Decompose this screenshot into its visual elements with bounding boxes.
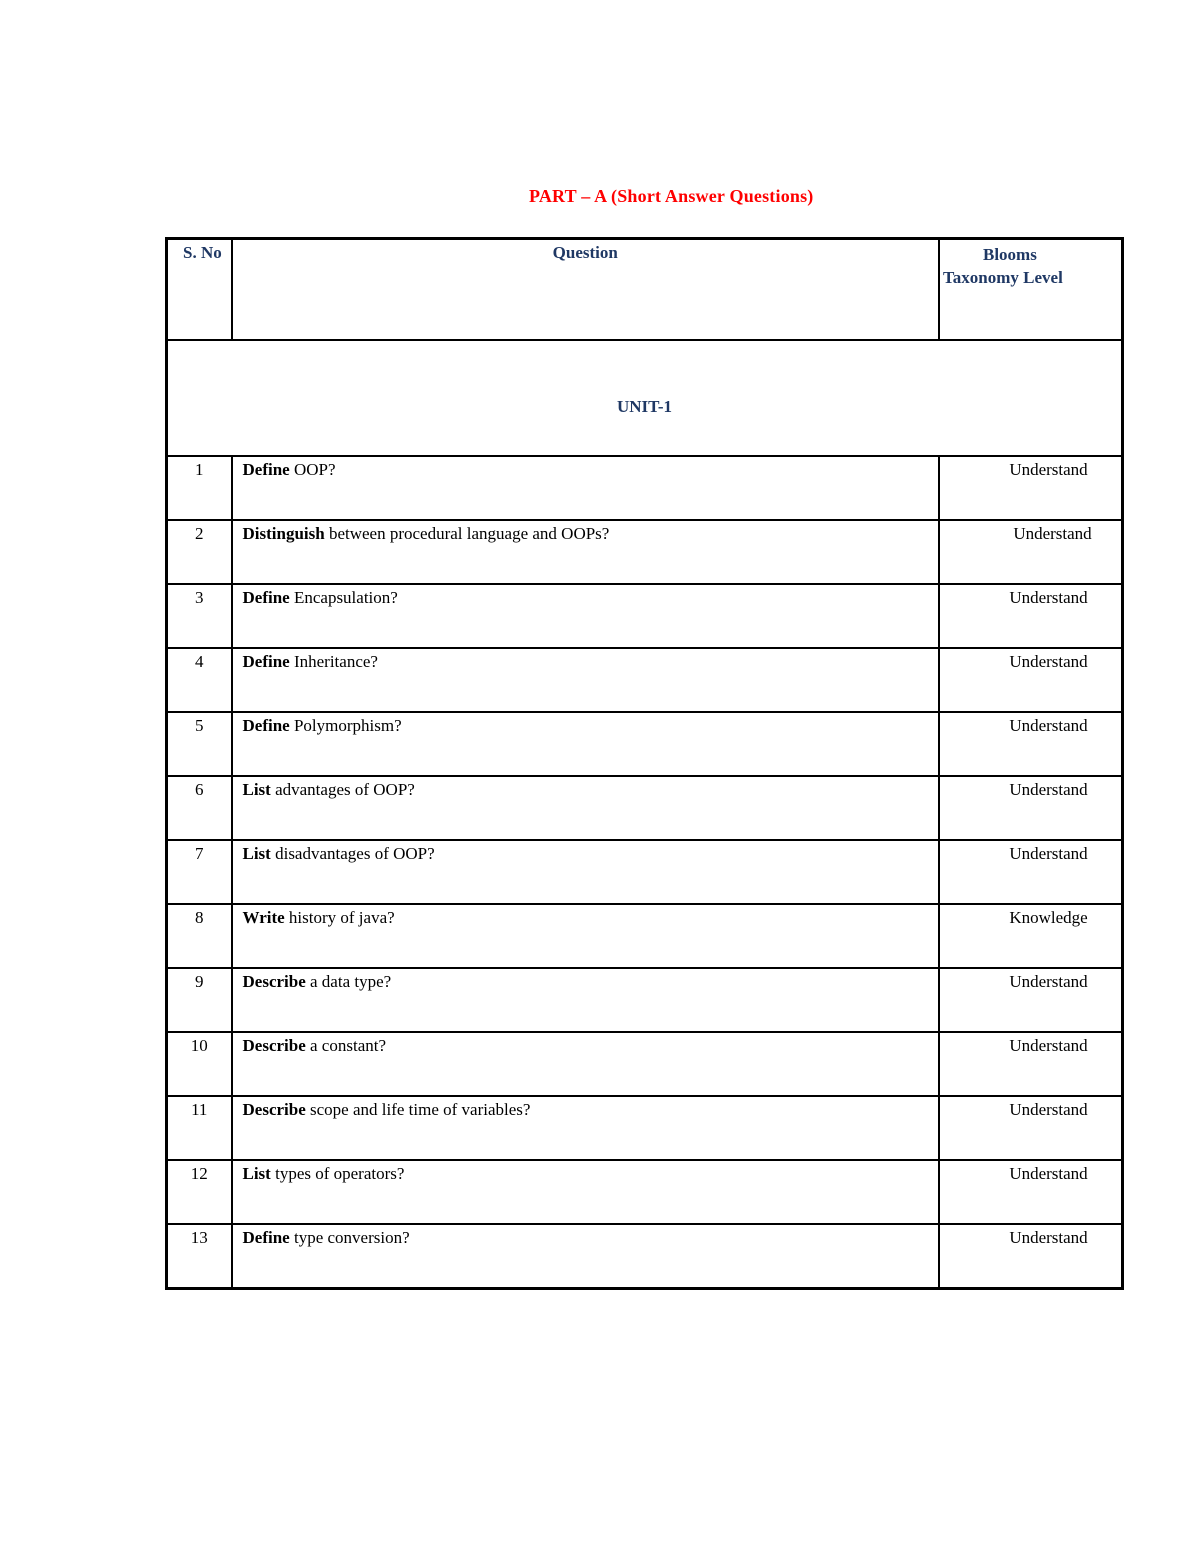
question-text — [232, 1096, 940, 1160]
row-number: 12 — [167, 1160, 232, 1224]
unit-heading: UNIT-1 — [167, 340, 1123, 456]
question-rest: scope and life time of variables? — [305, 1100, 531, 1119]
question-rest: a constant? — [305, 1036, 387, 1055]
question-text — [232, 840, 940, 904]
row-number: 5 — [167, 712, 232, 776]
question-rest: type conversion? — [289, 1228, 410, 1247]
blooms-level: Understand — [939, 648, 1123, 712]
row-number: 4 — [167, 648, 232, 712]
row-number: 13 — [167, 1224, 232, 1289]
row-number: 9 — [167, 968, 232, 1032]
question-verb: List — [242, 780, 271, 799]
blooms-level: Understand — [939, 584, 1123, 648]
row-number: 3 — [167, 584, 232, 648]
row-number: 7 — [167, 840, 232, 904]
question-text — [232, 1032, 940, 1096]
blooms-level: Understand — [939, 1160, 1123, 1224]
table-row — [167, 712, 1123, 776]
question-text — [232, 904, 940, 968]
blooms-level: Understand — [939, 1224, 1123, 1289]
table-row — [167, 1224, 1123, 1289]
question-header: Question — [232, 239, 940, 341]
blooms-level: Understand — [939, 968, 1123, 1032]
blooms-level: Understand — [939, 776, 1123, 840]
blooms-level: Understand — [939, 712, 1123, 776]
blooms-level: Understand — [939, 840, 1123, 904]
question-rest: Encapsulation? — [289, 588, 398, 607]
question-verb: Define — [242, 716, 290, 735]
row-number: 1 — [167, 456, 232, 520]
question-verb: List — [242, 1164, 271, 1183]
row-number: 8 — [167, 904, 232, 968]
question-verb: Describe — [242, 972, 306, 991]
question-verb: Describe — [242, 1100, 306, 1119]
question-verb: Write — [242, 908, 285, 927]
table-row — [167, 456, 1123, 520]
question-verb: Define — [242, 1228, 290, 1247]
question-text — [232, 1160, 940, 1224]
question-text — [232, 968, 940, 1032]
question-text — [232, 712, 940, 776]
question-text — [232, 456, 940, 520]
question-rest: Inheritance? — [289, 652, 378, 671]
question-text — [232, 1224, 940, 1289]
table-row — [167, 584, 1123, 648]
blooms-level-header — [939, 239, 1123, 341]
table-row — [167, 904, 1123, 968]
page-title: PART – A (Short Answer Questions) — [529, 186, 814, 206]
question-rest: Polymorphism? — [289, 716, 402, 735]
question-text — [232, 776, 940, 840]
question-text — [232, 648, 940, 712]
row-number: 10 — [167, 1032, 232, 1096]
row-number: 2 — [167, 520, 232, 584]
blooms-level: Understand — [939, 1032, 1123, 1096]
table-row — [167, 968, 1123, 1032]
question-verb: List — [242, 844, 271, 863]
question-verb: Define — [242, 588, 290, 607]
question-rest: types of operators? — [270, 1164, 405, 1183]
question-rest: history of java? — [284, 908, 395, 927]
table-row — [167, 776, 1123, 840]
unit-row — [167, 340, 1123, 456]
blooms-level: Knowledge — [939, 904, 1123, 968]
sno-header: S. No — [167, 239, 232, 341]
row-number: 11 — [167, 1096, 232, 1160]
table-header-row — [167, 239, 1123, 341]
blooms-header-line1: Blooms — [983, 245, 1037, 264]
question-verb: Distinguish — [242, 524, 325, 543]
blooms-level: Understand — [939, 456, 1123, 520]
blooms-level: Understand — [939, 520, 1123, 584]
question-text — [232, 520, 940, 584]
table-row — [167, 520, 1123, 584]
row-number: 6 — [167, 776, 232, 840]
question-text — [232, 584, 940, 648]
question-verb: Define — [242, 460, 290, 479]
blooms-header-line2: Taxonomy Level — [943, 268, 1063, 287]
question-verb: Describe — [242, 1036, 306, 1055]
table-row — [167, 1160, 1123, 1224]
table-row — [167, 1032, 1123, 1096]
question-rest: OOP? — [289, 460, 336, 479]
question-verb: Define — [242, 652, 290, 671]
table-row — [167, 1096, 1123, 1160]
table-row — [167, 840, 1123, 904]
table-row — [167, 648, 1123, 712]
question-rest: between procedural language and OOPs? — [324, 524, 610, 543]
question-rest: advantages of OOP? — [270, 780, 415, 799]
question-rest: disadvantages of OOP? — [270, 844, 435, 863]
questions-table — [165, 237, 1124, 1290]
blooms-level: Understand — [939, 1096, 1123, 1160]
question-rest: a data type? — [305, 972, 392, 991]
